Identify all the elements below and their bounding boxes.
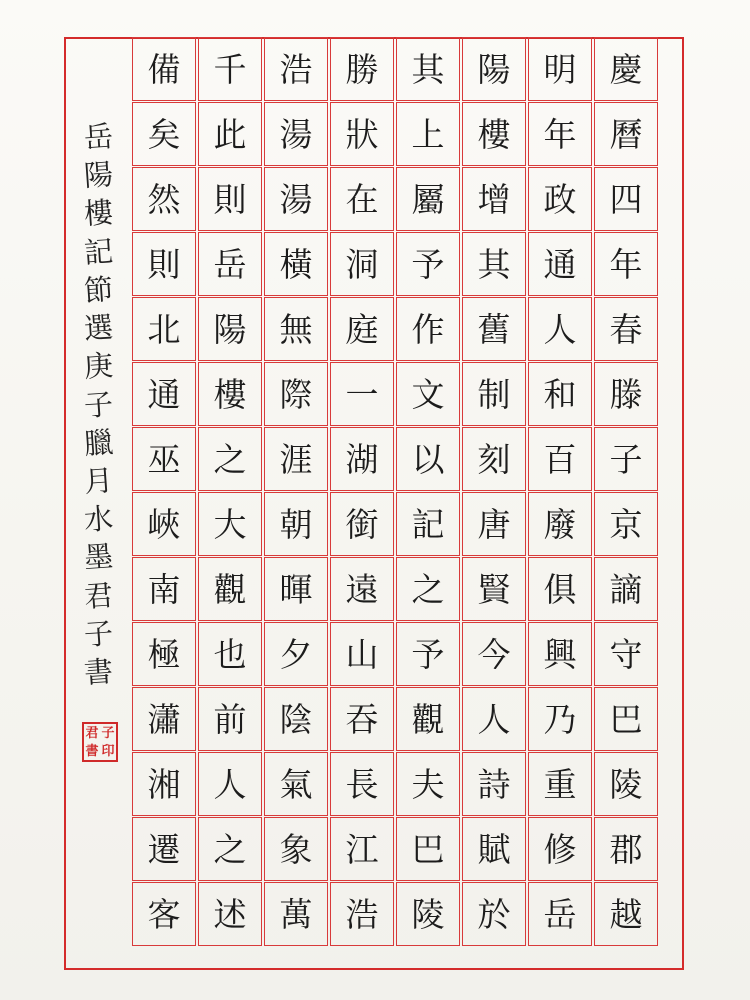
inscription-character: 庚 — [83, 348, 115, 385]
inscription-character: 陽 — [83, 157, 115, 194]
grid-cell-character: 年 — [528, 102, 592, 166]
seal-char: 子 — [101, 725, 115, 741]
grid-cell-character: 此 — [198, 102, 262, 166]
grid-column-4 — [396, 37, 460, 949]
grid-cell-character: 洞 — [330, 232, 394, 296]
grid-cell-character: 極 — [132, 622, 196, 686]
grid-cell-character: 南 — [132, 557, 196, 621]
grid-cell-character: 觀 — [198, 557, 262, 621]
grid-cell-character: 政 — [528, 167, 592, 231]
grid-cell-character: 其 — [462, 232, 526, 296]
grid-cell-character: 朝 — [264, 492, 328, 556]
grid-cell-character: 陰 — [264, 687, 328, 751]
grid-cell-character: 象 — [264, 817, 328, 881]
grid-cell-character: 人 — [462, 687, 526, 751]
grid-column-1 — [594, 37, 658, 949]
grid-cell-character: 陽 — [462, 37, 526, 101]
character-grid — [132, 37, 666, 949]
grid-cell-character: 其 — [396, 37, 460, 101]
grid-cell-character: 上 — [396, 102, 460, 166]
grid-cell-character: 大 — [198, 492, 262, 556]
grid-cell-character: 增 — [462, 167, 526, 231]
grid-cell-character: 峽 — [132, 492, 196, 556]
grid-cell-character: 夫 — [396, 752, 460, 816]
grid-cell-character: 郡 — [594, 817, 658, 881]
grid-cell-character: 慶 — [594, 37, 658, 101]
grid-cell-character: 暉 — [264, 557, 328, 621]
grid-cell-character: 萬 — [264, 882, 328, 946]
grid-column-3 — [462, 37, 526, 949]
grid-cell-character: 記 — [396, 492, 460, 556]
grid-cell-character: 刻 — [462, 427, 526, 491]
inscription-character: 墨 — [83, 539, 115, 576]
grid-cell-character: 吞 — [330, 687, 394, 751]
grid-cell-character: 夕 — [264, 622, 328, 686]
grid-cell-character: 長 — [330, 752, 394, 816]
grid-cell-character: 修 — [528, 817, 592, 881]
grid-cell-character: 則 — [132, 232, 196, 296]
grid-cell-character: 在 — [330, 167, 394, 231]
grid-cell-character: 唐 — [462, 492, 526, 556]
grid-cell-character: 一 — [330, 362, 394, 426]
grid-cell-character: 守 — [594, 622, 658, 686]
inscription-character: 選 — [83, 310, 115, 347]
grid-cell-character: 人 — [198, 752, 262, 816]
inscription-character: 子 — [83, 386, 115, 423]
grid-cell-character: 湯 — [264, 167, 328, 231]
grid-column-7 — [198, 37, 262, 949]
grid-cell-character: 和 — [528, 362, 592, 426]
seal-char: 印 — [101, 743, 115, 759]
grid-cell-character: 千 — [198, 37, 262, 101]
grid-cell-character: 岳 — [198, 232, 262, 296]
grid-cell-character: 涯 — [264, 427, 328, 491]
grid-cell-character: 賢 — [462, 557, 526, 621]
grid-cell-character: 舊 — [462, 297, 526, 361]
grid-cell-character: 興 — [528, 622, 592, 686]
grid-cell-character: 巫 — [132, 427, 196, 491]
inscription-character: 水 — [83, 501, 115, 538]
grid-cell-character: 曆 — [594, 102, 658, 166]
grid-cell-character: 遠 — [330, 557, 394, 621]
grid-cell-character: 廢 — [528, 492, 592, 556]
grid-cell-character: 之 — [396, 557, 460, 621]
red-seal-stamp — [82, 722, 118, 762]
grid-cell-character: 浩 — [330, 882, 394, 946]
grid-cell-character: 賦 — [462, 817, 526, 881]
grid-column-6 — [264, 37, 328, 949]
grid-cell-character: 陵 — [594, 752, 658, 816]
grid-cell-character: 年 — [594, 232, 658, 296]
inscription-character: 節 — [83, 271, 115, 308]
grid-cell-character: 重 — [528, 752, 592, 816]
grid-cell-character: 瀟 — [132, 687, 196, 751]
grid-cell-character: 以 — [396, 427, 460, 491]
grid-cell-character: 無 — [264, 297, 328, 361]
grid-cell-character: 山 — [330, 622, 394, 686]
grid-cell-character: 也 — [198, 622, 262, 686]
grid-cell-character: 乃 — [528, 687, 592, 751]
inscription-character: 樓 — [83, 195, 115, 232]
grid-cell-character: 制 — [462, 362, 526, 426]
grid-cell-character: 今 — [462, 622, 526, 686]
grid-cell-character: 謫 — [594, 557, 658, 621]
grid-cell-character: 前 — [198, 687, 262, 751]
grid-cell-character: 京 — [594, 492, 658, 556]
grid-cell-character: 通 — [132, 362, 196, 426]
grid-cell-character: 際 — [264, 362, 328, 426]
grid-cell-character: 四 — [594, 167, 658, 231]
grid-cell-character: 之 — [198, 817, 262, 881]
grid-cell-character: 作 — [396, 297, 460, 361]
grid-cell-character: 湘 — [132, 752, 196, 816]
grid-cell-character: 詩 — [462, 752, 526, 816]
grid-cell-character: 陵 — [396, 882, 460, 946]
inscription-character: 子 — [83, 615, 115, 652]
grid-column-5 — [330, 37, 394, 949]
grid-column-2 — [528, 37, 592, 949]
inscription-character: 記 — [83, 233, 115, 270]
grid-cell-character: 滕 — [594, 362, 658, 426]
seal-char: 書 — [85, 743, 99, 759]
grid-cell-character: 觀 — [396, 687, 460, 751]
grid-cell-character: 述 — [198, 882, 262, 946]
grid-cell-character: 北 — [132, 297, 196, 361]
grid-cell-character: 人 — [528, 297, 592, 361]
grid-cell-character: 越 — [594, 882, 658, 946]
grid-cell-character: 文 — [396, 362, 460, 426]
grid-cell-character: 狀 — [330, 102, 394, 166]
grid-cell-character: 勝 — [330, 37, 394, 101]
grid-cell-character: 遷 — [132, 817, 196, 881]
grid-cell-character: 巴 — [396, 817, 460, 881]
inscription-column — [78, 120, 120, 689]
inscription-character: 君 — [83, 577, 115, 614]
grid-cell-character: 然 — [132, 167, 196, 231]
grid-cell-character: 樓 — [198, 362, 262, 426]
grid-cell-character: 則 — [198, 167, 262, 231]
grid-cell-character: 於 — [462, 882, 526, 946]
grid-cell-character: 浩 — [264, 37, 328, 101]
grid-cell-character: 矣 — [132, 102, 196, 166]
inscription-character: 月 — [83, 462, 115, 499]
grid-column-8 — [132, 37, 196, 949]
grid-cell-character: 氣 — [264, 752, 328, 816]
grid-cell-character: 春 — [594, 297, 658, 361]
grid-cell-character: 庭 — [330, 297, 394, 361]
grid-cell-character: 樓 — [462, 102, 526, 166]
grid-cell-character: 橫 — [264, 232, 328, 296]
grid-cell-character: 湯 — [264, 102, 328, 166]
grid-cell-character: 子 — [594, 427, 658, 491]
grid-cell-character: 百 — [528, 427, 592, 491]
grid-cell-character: 予 — [396, 232, 460, 296]
grid-cell-character: 江 — [330, 817, 394, 881]
inscription-character: 岳 — [83, 119, 115, 155]
seal-char: 君 — [85, 725, 99, 741]
grid-cell-character: 明 — [528, 37, 592, 101]
grid-cell-character: 備 — [132, 37, 196, 101]
grid-cell-character: 俱 — [528, 557, 592, 621]
grid-cell-character: 巴 — [594, 687, 658, 751]
grid-cell-character: 銜 — [330, 492, 394, 556]
inscription-character: 書 — [83, 654, 115, 691]
grid-cell-character: 屬 — [396, 167, 460, 231]
inscription-character: 臘 — [83, 424, 115, 461]
grid-cell-character: 之 — [198, 427, 262, 491]
grid-cell-character: 予 — [396, 622, 460, 686]
grid-cell-character: 通 — [528, 232, 592, 296]
grid-cell-character: 岳 — [528, 882, 592, 946]
grid-cell-character: 湖 — [330, 427, 394, 491]
grid-cell-character: 陽 — [198, 297, 262, 361]
grid-cell-character: 客 — [132, 882, 196, 946]
